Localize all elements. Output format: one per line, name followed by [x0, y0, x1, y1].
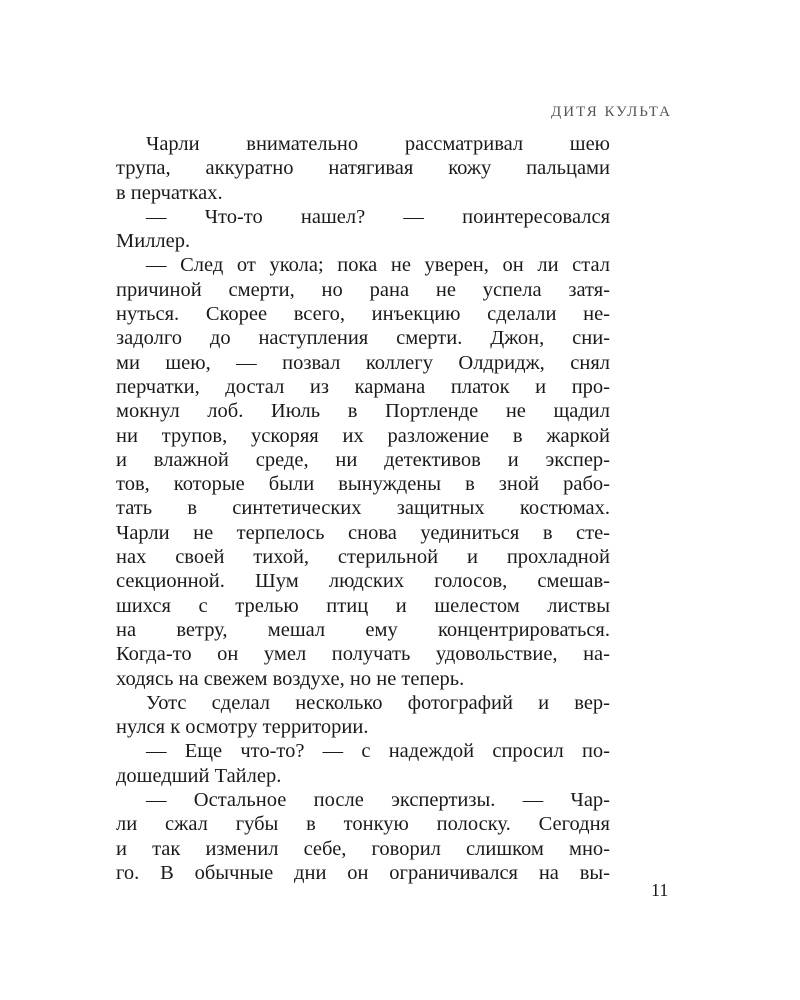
text-line: перчатки, достал из кармана платок и про-: [116, 375, 610, 398]
text-line: — Еще что-то? — с надеждой спросил по-: [146, 740, 610, 763]
text-line: — Остальное после экспертизы. — Чар-: [146, 789, 610, 812]
text-line: в перчатках.: [116, 181, 223, 204]
text-line: — Что-то нашел? — поинтересовался: [146, 205, 610, 228]
text-line: го. В обычные дни он ограничивался на вы-: [116, 861, 610, 884]
text-line: секционной. Шум людских голосов, смешав-: [116, 570, 610, 593]
text-line: на ветру, мешал ему концентрироваться.: [116, 618, 610, 641]
text-line: Когда-то он умел получать удовольствие, на-: [116, 643, 610, 666]
text-line: мокнул лоб. Июль в Портленде не щадил: [116, 400, 610, 423]
text-line: тов, которые были вынуждены в зной рабо-: [116, 473, 610, 496]
text-line: нулся к осмотру территории.: [116, 716, 369, 739]
text-line: нах своей тихой, стерильной и прохладной: [116, 546, 610, 569]
text-line: ли сжал губы в тонкую полоску. Сегодня: [116, 813, 610, 836]
text-line: нуться. Скорее всего, инъекцию сделали не-: [116, 303, 610, 326]
text-line: дошедший Тайлер.: [116, 764, 282, 787]
text-line: причиной смерти, но рана не успела затя-: [116, 278, 610, 301]
text-line: ни трупов, ускоряя их разложение в жаркой: [116, 424, 610, 447]
text-line: задолго до наступления смерти. Джон, сни-: [116, 327, 610, 350]
text-line: шихся с трелью птиц и шелестом листвы: [116, 594, 610, 617]
text-line: ходясь на свежем воздухе, но не теперь.: [116, 667, 465, 690]
page-number: 11: [651, 880, 669, 900]
running-head: ДИТЯ КУЛЬТА: [551, 104, 672, 120]
text-line: и так изменил себе, говорил слишком мно-: [116, 837, 610, 860]
text-line: Миллер.: [116, 230, 191, 253]
text-line: и влажной среде, ни детективов и экспер-: [116, 448, 610, 471]
body-text: [116, 132, 610, 885]
text-line: ми шею, — позвал коллегу Олдридж, снял: [116, 351, 610, 374]
text-line: Чарли не терпелось снова уединиться в сте-: [116, 521, 610, 544]
text-line: — След от укола; пока не уверен, он ли стал: [146, 254, 610, 277]
text-line: трупа, аккуратно натягивая кожу пальцами: [116, 157, 610, 180]
text-line: тать в синтетических защитных костюмах.: [116, 497, 610, 520]
text-line: Чарли внимательно рассматривал шею: [146, 133, 610, 155]
text-line: Уотс сделал несколько фотографий и вер-: [146, 691, 610, 714]
